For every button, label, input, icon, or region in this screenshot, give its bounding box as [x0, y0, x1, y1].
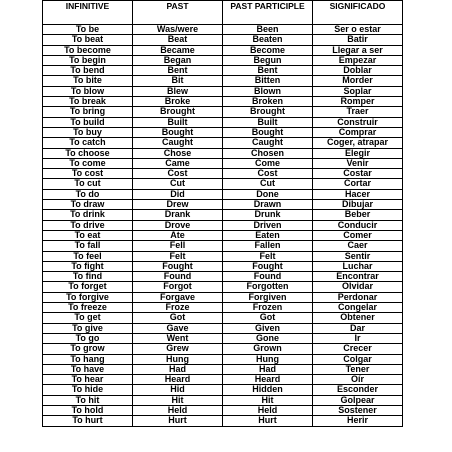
cell-past-participle: Forgotten — [223, 282, 313, 292]
cell-infinitive: To grow — [43, 344, 133, 354]
cell-infinitive: To drive — [43, 220, 133, 230]
table-row — [43, 25, 403, 35]
cell-past: Bent — [133, 66, 223, 76]
table-row — [43, 148, 403, 158]
cell-past: Heard — [133, 375, 223, 385]
table-row — [43, 313, 403, 323]
cell-past-participle: Had — [223, 364, 313, 374]
table-row — [43, 127, 403, 137]
table-row — [43, 66, 403, 76]
cell-infinitive: To hit — [43, 395, 133, 405]
cell-past: Cut — [133, 179, 223, 189]
cell-past: Fell — [133, 241, 223, 251]
cell-past: Felt — [133, 251, 223, 261]
cell-infinitive: To freeze — [43, 303, 133, 313]
cell-past: Hurt — [133, 416, 223, 426]
cell-past: Blew — [133, 86, 223, 96]
cell-significado: Romper — [313, 97, 403, 107]
cell-past: Broke — [133, 97, 223, 107]
table-row — [43, 117, 403, 127]
cell-past: Hid — [133, 385, 223, 395]
cell-past-participle: Built — [223, 117, 313, 127]
cell-past-participle: Found — [223, 272, 313, 282]
table-row — [43, 35, 403, 45]
cell-past: Gave — [133, 323, 223, 333]
table-row — [43, 86, 403, 96]
cell-past-participle: Been — [223, 25, 313, 35]
cell-past: Did — [133, 189, 223, 199]
cell-past-participle: Hurt — [223, 416, 313, 426]
table-row — [43, 416, 403, 426]
cell-infinitive: To hear — [43, 375, 133, 385]
cell-infinitive: To choose — [43, 148, 133, 158]
cell-past-participle: Heard — [223, 375, 313, 385]
cell-significado: Batir — [313, 35, 403, 45]
cell-infinitive: To fight — [43, 261, 133, 271]
cell-infinitive: To find — [43, 272, 133, 282]
cell-infinitive: To cut — [43, 179, 133, 189]
cell-past-participle: Held — [223, 405, 313, 415]
cell-infinitive: To get — [43, 313, 133, 323]
cell-past-participle: Cut — [223, 179, 313, 189]
cell-significado: Traer — [313, 107, 403, 117]
cell-past-participle: Hidden — [223, 385, 313, 395]
cell-infinitive: To go — [43, 333, 133, 343]
cell-past-participle: Got — [223, 313, 313, 323]
cell-past-participle: Fought — [223, 261, 313, 271]
cell-past: Came — [133, 158, 223, 168]
cell-past-participle: Blown — [223, 86, 313, 96]
cell-significado: Costar — [313, 169, 403, 179]
cell-infinitive: To blow — [43, 86, 133, 96]
cell-past-participle: Begun — [223, 55, 313, 65]
cell-significado: Sentir — [313, 251, 403, 261]
cell-significado: Conducir — [313, 220, 403, 230]
table-row — [43, 138, 403, 148]
cell-infinitive: To beat — [43, 35, 133, 45]
cell-significado: Construir — [313, 117, 403, 127]
table-header — [43, 1, 403, 25]
irregular-verbs-table — [42, 0, 403, 427]
cell-infinitive: To bite — [43, 76, 133, 86]
cell-past-participle: Forgiven — [223, 292, 313, 302]
table-row — [43, 241, 403, 251]
header-row — [43, 1, 403, 25]
table-row — [43, 395, 403, 405]
cell-significado: Elegir — [313, 148, 403, 158]
cell-significado: Ser o estar — [313, 25, 403, 35]
cell-infinitive: To eat — [43, 230, 133, 240]
cell-past-participle: Driven — [223, 220, 313, 230]
table-row — [43, 375, 403, 385]
cell-significado: Beber — [313, 210, 403, 220]
verb-table-sheet — [42, 0, 402, 427]
table-row — [43, 169, 403, 179]
cell-past-participle: Gone — [223, 333, 313, 343]
table-row — [43, 55, 403, 65]
table-row — [43, 385, 403, 395]
cell-significado: Hacer — [313, 189, 403, 199]
table-body — [43, 25, 403, 427]
cell-past: Caught — [133, 138, 223, 148]
table-row — [43, 230, 403, 240]
cell-significado: Dibujar — [313, 200, 403, 210]
cell-infinitive: To become — [43, 45, 133, 55]
cell-infinitive: To come — [43, 158, 133, 168]
cell-past: Drank — [133, 210, 223, 220]
header-significado: SIGNIFICADO — [313, 1, 403, 25]
cell-past: Had — [133, 364, 223, 374]
cell-significado: Golpear — [313, 395, 403, 405]
cell-infinitive: To break — [43, 97, 133, 107]
table-row — [43, 220, 403, 230]
table-row — [43, 261, 403, 271]
cell-past-participle: Done — [223, 189, 313, 199]
cell-significado: Llegar a ser — [313, 45, 403, 55]
cell-past: Brought — [133, 107, 223, 117]
cell-significado: Obtener — [313, 313, 403, 323]
cell-infinitive: To do — [43, 189, 133, 199]
cell-significado: Comprar — [313, 127, 403, 137]
cell-past: Bit — [133, 76, 223, 86]
table-row — [43, 210, 403, 220]
cell-past: Forgave — [133, 292, 223, 302]
table-row — [43, 364, 403, 374]
cell-significado: Tener — [313, 364, 403, 374]
cell-infinitive: To hang — [43, 354, 133, 364]
cell-significado: Colgar — [313, 354, 403, 364]
cell-significado: Crecer — [313, 344, 403, 354]
cell-past: Ate — [133, 230, 223, 240]
cell-past-participle: Caught — [223, 138, 313, 148]
cell-past-participle: Eaten — [223, 230, 313, 240]
table-row — [43, 76, 403, 86]
cell-past: Found — [133, 272, 223, 282]
cell-infinitive: To hold — [43, 405, 133, 415]
cell-significado: Dar — [313, 323, 403, 333]
cell-infinitive: To fall — [43, 241, 133, 251]
cell-past: Froze — [133, 303, 223, 313]
cell-significado: Congelar — [313, 303, 403, 313]
cell-past: Forgot — [133, 282, 223, 292]
table-row — [43, 303, 403, 313]
cell-past: Fought — [133, 261, 223, 271]
header-infinitive: INFINITIVE — [43, 1, 133, 25]
cell-past: Got — [133, 313, 223, 323]
cell-significado: Encontrar — [313, 272, 403, 282]
cell-infinitive: To buy — [43, 127, 133, 137]
table-row — [43, 45, 403, 55]
cell-past-participle: Hung — [223, 354, 313, 364]
cell-past-participle: Hit — [223, 395, 313, 405]
cell-past: Drove — [133, 220, 223, 230]
cell-infinitive: To hide — [43, 385, 133, 395]
table-row — [43, 333, 403, 343]
table-row — [43, 292, 403, 302]
cell-significado: Soplar — [313, 86, 403, 96]
cell-significado: Doblar — [313, 66, 403, 76]
cell-past-participle: Become — [223, 45, 313, 55]
cell-past-participle: Given — [223, 323, 313, 333]
cell-infinitive: To have — [43, 364, 133, 374]
table-row — [43, 158, 403, 168]
cell-infinitive: To be — [43, 25, 133, 35]
cell-significado: Morder — [313, 76, 403, 86]
cell-infinitive: To bring — [43, 107, 133, 117]
table-row — [43, 344, 403, 354]
cell-past-participle: Cost — [223, 169, 313, 179]
cell-significado: Olvidar — [313, 282, 403, 292]
table-row — [43, 272, 403, 282]
cell-past-participle: Chosen — [223, 148, 313, 158]
table-row — [43, 189, 403, 199]
cell-significado: Coger, atrapar — [313, 138, 403, 148]
cell-past-participle: Bent — [223, 66, 313, 76]
cell-past-participle: Bought — [223, 127, 313, 137]
cell-past-participle: Brought — [223, 107, 313, 117]
table-row — [43, 179, 403, 189]
table-row — [43, 354, 403, 364]
cell-significado: Oír — [313, 375, 403, 385]
cell-infinitive: To cost — [43, 169, 133, 179]
table-row — [43, 251, 403, 261]
cell-past: Chose — [133, 148, 223, 158]
cell-significado: Perdonar — [313, 292, 403, 302]
cell-past: Built — [133, 117, 223, 127]
header-past-participle: PAST PARTICIPLE — [223, 1, 313, 25]
cell-past: Began — [133, 55, 223, 65]
cell-significado: Sostener — [313, 405, 403, 415]
table-row — [43, 405, 403, 415]
cell-past-participle: Come — [223, 158, 313, 168]
cell-past-participle: Grown — [223, 344, 313, 354]
cell-past-participle: Broken — [223, 97, 313, 107]
cell-past-participle: Bitten — [223, 76, 313, 86]
cell-past-participle: Frozen — [223, 303, 313, 313]
cell-infinitive: To draw — [43, 200, 133, 210]
cell-significado: Esconder — [313, 385, 403, 395]
cell-infinitive: To hurt — [43, 416, 133, 426]
cell-significado: Cortar — [313, 179, 403, 189]
table-row — [43, 200, 403, 210]
cell-past: Bought — [133, 127, 223, 137]
cell-significado: Herir — [313, 416, 403, 426]
table-row — [43, 282, 403, 292]
cell-significado: Ir — [313, 333, 403, 343]
cell-past-participle: Fallen — [223, 241, 313, 251]
cell-past-participle: Felt — [223, 251, 313, 261]
cell-significado: Caer — [313, 241, 403, 251]
cell-past: Cost — [133, 169, 223, 179]
cell-past: Drew — [133, 200, 223, 210]
cell-past-participle: Drawn — [223, 200, 313, 210]
cell-infinitive: To begin — [43, 55, 133, 65]
cell-past: Grew — [133, 344, 223, 354]
cell-infinitive: To forgive — [43, 292, 133, 302]
cell-infinitive: To drink — [43, 210, 133, 220]
cell-significado: Comer — [313, 230, 403, 240]
cell-past-participle: Beaten — [223, 35, 313, 45]
cell-significado: Empezar — [313, 55, 403, 65]
cell-past: Hung — [133, 354, 223, 364]
table-row — [43, 107, 403, 117]
table-row — [43, 323, 403, 333]
cell-past: Became — [133, 45, 223, 55]
cell-past: Held — [133, 405, 223, 415]
table-row — [43, 97, 403, 107]
cell-past-participle: Drunk — [223, 210, 313, 220]
cell-past: Went — [133, 333, 223, 343]
header-past: PAST — [133, 1, 223, 25]
cell-infinitive: To feel — [43, 251, 133, 261]
cell-significado: Luchar — [313, 261, 403, 271]
cell-infinitive: To bend — [43, 66, 133, 76]
cell-past: Beat — [133, 35, 223, 45]
cell-significado: Venir — [313, 158, 403, 168]
cell-infinitive: To forget — [43, 282, 133, 292]
cell-past: Was/were — [133, 25, 223, 35]
cell-past: Hit — [133, 395, 223, 405]
cell-infinitive: To catch — [43, 138, 133, 148]
cell-infinitive: To build — [43, 117, 133, 127]
cell-infinitive: To give — [43, 323, 133, 333]
